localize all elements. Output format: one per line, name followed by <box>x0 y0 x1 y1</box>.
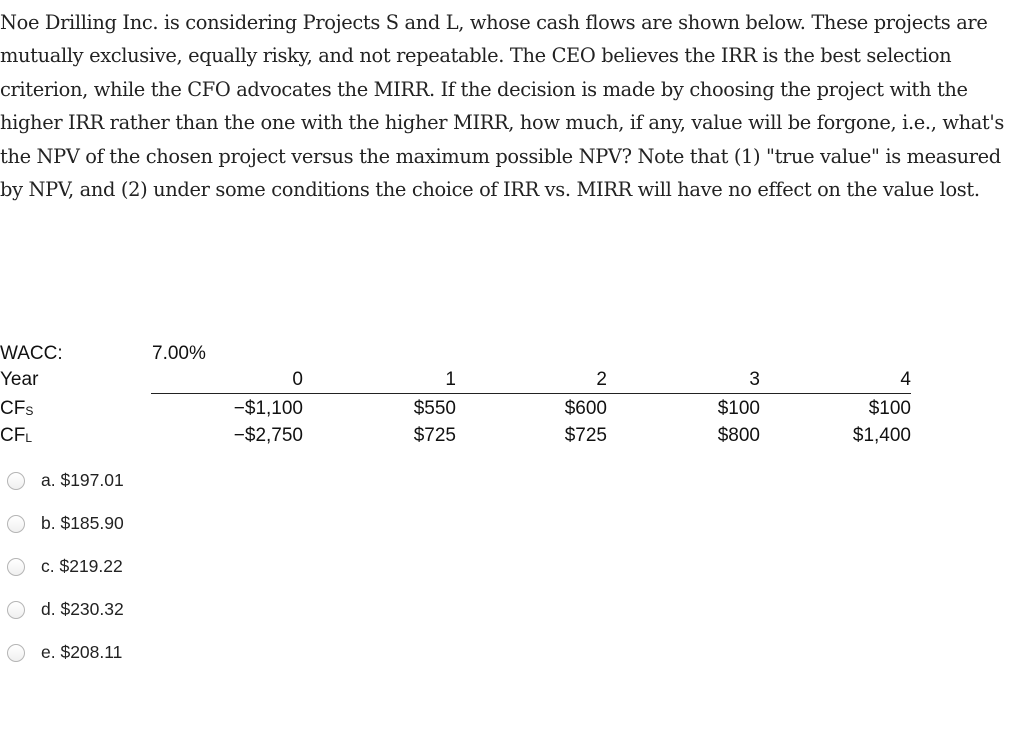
year-label: Year <box>0 369 39 390</box>
radio-button-d[interactable] <box>7 601 25 619</box>
wacc-value: 7.00% <box>152 343 206 364</box>
choice-b[interactable] <box>7 502 124 545</box>
question-text: Noe Drilling Inc. is considering Projects S and L, whose cash flows are shown below. These projects are mutually exclusive, equally risky, and not repeatable. The CEO believes the IRR is the best selection criterion, while the CFO advocates the MIRR. If the decision is made by choosing the project with the higher IRR rather than the one with the higher MIRR, how much, if any, value will be forgone, i.e., what's the NPV of the chosen project versus the maximum possible NPV? Note that (1) "true value" is measured by NPV, and (2) under some conditions the choice of IRR vs. MIRR will have no effect on the value lost. <box>0 11 1004 202</box>
cfl-label: $CF_L$ <box>0 425 33 446</box>
choice-d-label[interactable]: d. $230.32 <box>41 599 124 619</box>
cfs-year-4: $100 <box>868 398 911 419</box>
radio-button-e[interactable] <box>7 644 25 662</box>
choice-b-label[interactable]: b. $185.90 <box>41 513 124 533</box>
cfs-year-2: $600 <box>564 398 607 419</box>
cfl-year-4: $1,400 <box>852 425 911 446</box>
radio-button-c[interactable] <box>7 558 25 576</box>
cfs-year-0: −$1,100 <box>233 398 303 419</box>
year-4: 4 <box>900 369 911 390</box>
cfs-year-3: $100 <box>717 398 760 419</box>
answer-choices <box>7 459 124 674</box>
choice-a[interactable] <box>7 459 124 502</box>
cfs-year-1: $550 <box>413 398 456 419</box>
choice-c-label[interactable]: c. $219.22 <box>41 556 123 576</box>
year-0: 0 <box>292 369 303 390</box>
cfs-label: $CF_S$ <box>0 398 34 419</box>
cfl-year-2: $725 <box>564 425 607 446</box>
cfl-year-3: $800 <box>717 425 760 446</box>
radio-button-b[interactable] <box>7 515 25 533</box>
wacc-label: WACC: <box>0 343 63 364</box>
choice-e[interactable] <box>7 631 124 674</box>
table-header-rule <box>151 393 911 394</box>
cfl-year-1: $725 <box>413 425 456 446</box>
choice-c[interactable] <box>7 545 124 588</box>
choice-e-label[interactable]: e. $208.11 <box>41 642 123 662</box>
year-1: 1 <box>445 369 456 390</box>
radio-button-a[interactable] <box>7 472 25 490</box>
choice-a-label[interactable]: a. $197.01 <box>41 470 124 490</box>
choice-d[interactable] <box>7 588 124 631</box>
cfl-year-0: −$2,750 <box>233 425 303 446</box>
year-3: 3 <box>749 369 760 390</box>
year-2: 2 <box>596 369 607 390</box>
